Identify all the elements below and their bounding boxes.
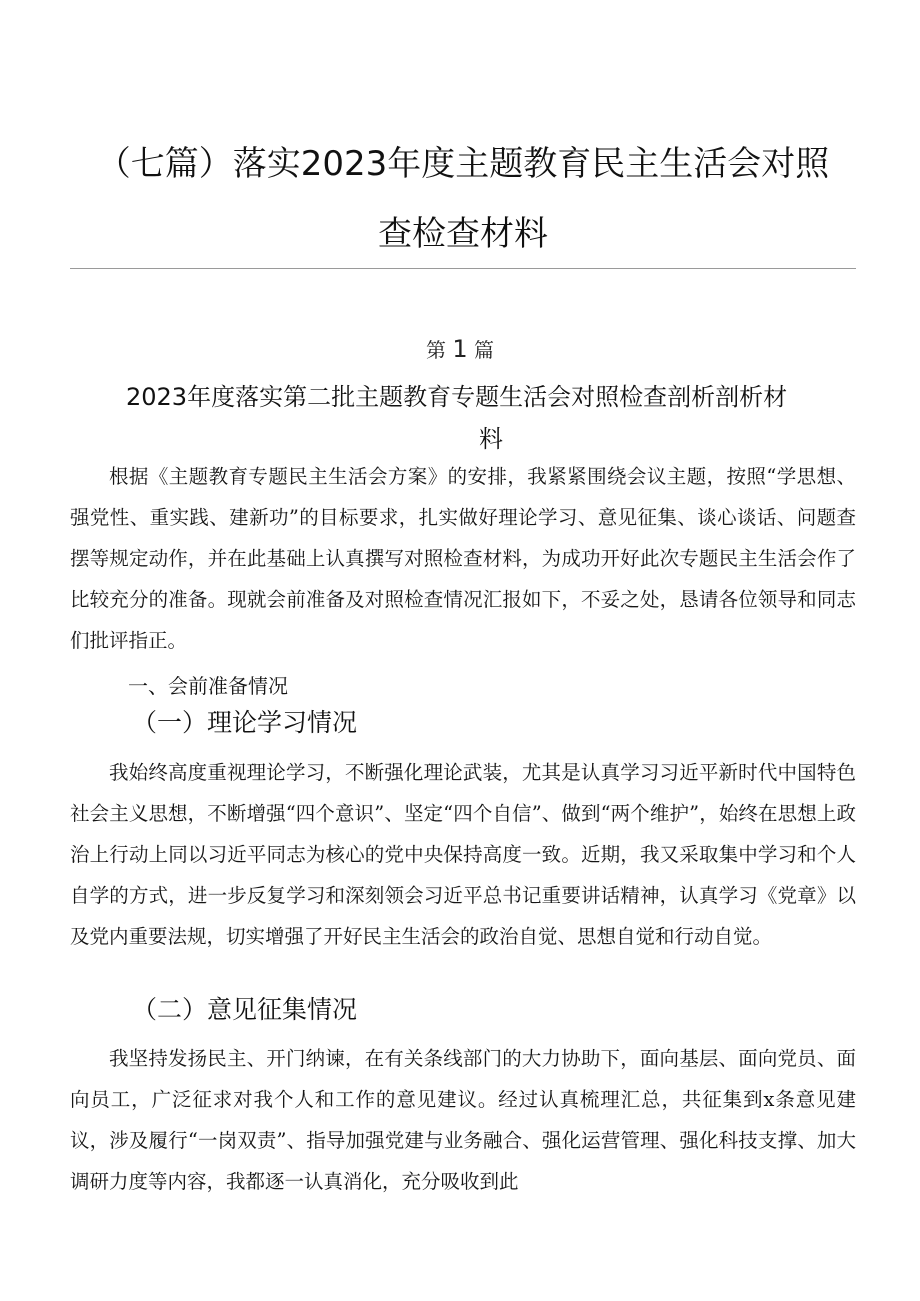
opinion-collection-paragraph: 我坚持发扬民主、开门纳谏，在有关条线部门的大力协助下，面向基层、面向党员、面向员工，广泛征求对我个人和工作的意见建议。经过认真梳理汇总，共征集到x条意见建议，涉及履行“一岗双责”、指导加强党建与业务融合、强化运营管理、强化科技支撑、加大调研力度等内容，我都逐一认真消化，充分吸收到此 xyxy=(70,1047,856,1193)
part-prefix: 第 xyxy=(426,338,446,362)
part-suffix: 篇 xyxy=(474,338,494,362)
subtitle-line2: 料 xyxy=(479,425,503,453)
title-divider xyxy=(70,268,856,269)
intro-paragraph: 根据《主题教育专题民主生活会方案》的安排，我紧紧围绕会议主题，按照“学思想、强党性、重实践、建新功”的目标要求，扎实做好理论学习、意见征集、谈心谈话、问题查摆等规定动作，并在此基础上认真撰写对照检查材料，为成功开好此次专题民主生活会作了比较充分的准备。现就会前准备及对照检查情况汇报如下，不妥之处，恳请各位领导和同志们批评指正。 xyxy=(70,465,856,652)
subsection-heading-opinion-collection: （二）意见征集情况 xyxy=(132,995,358,1024)
document-title-line2: 查检查材料 xyxy=(378,214,548,254)
theory-study-paragraph: 我始终高度重视理论学习，不断强化理论武装，尤其是认真学习习近平新时代中国特色社会主义思想，不断增强“四个意识”、坚定“四个自信”、做到“两个维护”，始终在思想上政治上行动上同以习近平同志为核心的党中央保持高度一致。近期，我又采取集中学习和个人自学的方式，进一步反复学习和深刻领会习近平总书记重要讲话精神，认真学习《党章》以及党内重要法规，切实增强了开好民主生活会的政治自觉、思想自觉和行动自觉。 xyxy=(70,761,856,948)
part-number-label xyxy=(0,334,920,363)
part-subtitle xyxy=(126,376,856,460)
document-title-line1: （七篇）落实2023年度主题教育民主生活会对照 xyxy=(96,144,830,184)
part-number: 1 xyxy=(452,335,468,363)
subsection-heading-theory-study: （一）理论学习情况 xyxy=(132,708,358,737)
subtitle-line1: 2023年度落实第二批主题教育专题生活会对照检查剖析剖析材 xyxy=(126,383,788,411)
section-heading-preparation: 一、会前准备情况 xyxy=(128,674,288,698)
